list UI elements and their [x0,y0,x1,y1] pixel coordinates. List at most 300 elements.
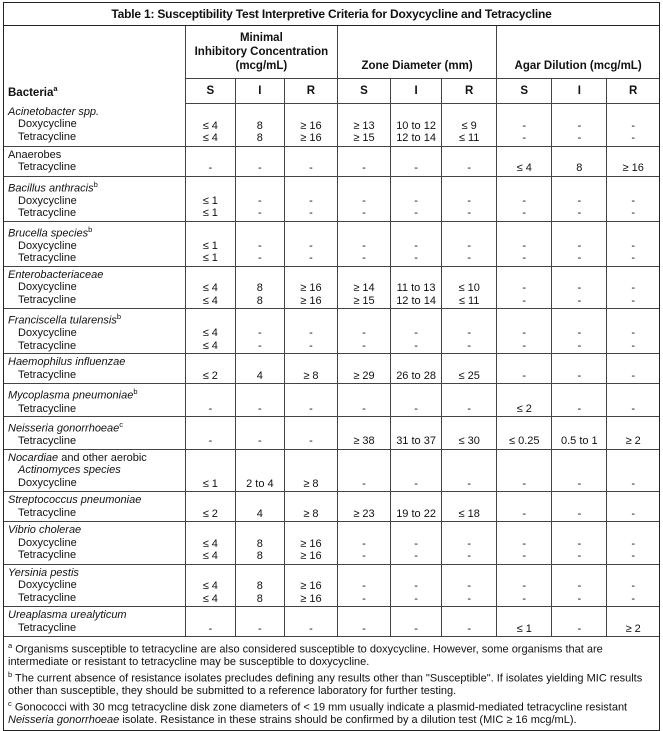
value-cell [235,417,284,450]
cell-value: - [414,252,418,265]
value-cell [337,522,390,565]
value-cell [235,104,284,147]
value-cell [552,607,607,637]
cell-value: - [522,282,527,295]
value-cell [284,146,337,176]
value-cell [442,354,497,384]
value-cell [391,146,442,176]
cell-value: ≥ 16 [300,294,322,307]
sir-header: S [337,79,390,104]
value-cell [497,309,552,354]
value-cell [497,104,552,147]
value-cell [284,449,337,492]
cell-value: - [414,592,418,605]
cell-value: ≤ 4 [516,162,532,174]
cell-value: 0.5 to 1 [560,435,598,448]
footnote-c: $^c$ Gonococci with 30 mcg tetracycline disk zone diameters of < 19 mm usually indicate a plasmid-mediated tetracycline resistant Neisseria gonorrhoeae isolate. Resistance in these strains should be confirmed by a dilution test (MIC ≥ 16 mcg/mL). [8,698,628,726]
cell-value: - [362,622,366,635]
cell-value: - [577,239,582,252]
value-cell [442,607,497,637]
cell-value: 10 to 12 [396,119,436,132]
cell-value: - [522,207,527,220]
cell-value: - [467,207,471,220]
value-cell [552,417,607,450]
value-cell [337,417,390,450]
value-cell [442,104,497,147]
value-cell [552,309,607,354]
drug-name: Tetracycline [18,161,77,173]
cell-value: - [577,477,582,490]
value-cell [442,266,497,309]
bacteria-name: Nocardiae and other aerobic [8,451,147,464]
cell-value: - [309,239,313,252]
value-cell [442,564,497,607]
cell-value: ≥ 23 [353,507,375,520]
cell-value: - [467,592,471,605]
cell-value: - [631,537,636,550]
value-cell [235,384,284,417]
value-cell [391,449,442,492]
value-cell [391,564,442,607]
value-cell [391,309,442,354]
drug-name: Tetracycline [18,549,77,562]
criteria-table-panel [3,2,660,731]
cell-value: 8 [256,294,263,307]
value-cell [442,309,497,354]
drug-name: Tetracycline [18,339,77,352]
value-cell [284,607,337,637]
sir-header: R [607,79,659,104]
value-cell [442,492,497,522]
value-cell [337,146,390,176]
cell-value: - [258,239,262,252]
cell-value: - [467,477,471,490]
value-cell [284,104,337,147]
sir-header: R [284,79,337,104]
value-cell [284,522,337,565]
cell-value: - [631,507,636,520]
cell-value: - [467,339,471,352]
cell-value: - [309,252,313,265]
cell-value: - [577,580,582,593]
value-cell [497,492,552,522]
bacteria-cell [4,564,185,607]
cell-value: 2 to 4 [246,477,274,490]
cell-value: 4 [256,507,263,520]
value-cell [337,449,390,492]
table-row [4,266,659,309]
cell-value: - [208,402,213,415]
cell-value: ≥ 15 [353,132,375,144]
cell-value: - [362,580,366,593]
value-cell [607,492,659,522]
value-cell [607,449,659,492]
value-cell [235,449,284,492]
cell-value: - [208,622,213,635]
cell-value: ≤ 2 [516,402,532,415]
cell-value: - [467,537,471,550]
cell-value: - [309,207,313,220]
cell-value: ≤ 1 [516,622,532,635]
cell-value: - [362,592,366,605]
table-row [4,522,659,565]
mic-header: Minimal Inhibitory Concentration (mcg/mL) [185,26,337,79]
value-cell [337,309,390,354]
value-cell [185,522,235,565]
value-cell [185,146,235,176]
value-cell [337,384,390,417]
cell-value: ≤ 4 [202,132,218,144]
value-cell [185,449,235,492]
drug-name: Tetracycline [18,130,77,143]
cell-value: ≤ 11 [458,294,480,307]
value-cell [235,492,284,522]
bacteria-name: Acinetobacter spp. [8,105,100,118]
footnotes [4,637,659,730]
cell-value: ≤ 2 [202,507,218,520]
cell-value: - [309,402,313,415]
value-cell [607,176,659,221]
cell-value: - [258,435,262,448]
cell-value: - [362,477,366,490]
cell-value: - [631,119,636,132]
cell-value: 12 to 14 [396,294,436,307]
value-cell [552,221,607,266]
value-cell [185,176,235,221]
cell-value: - [522,369,527,382]
cell-value: - [362,162,366,174]
cell-value: - [208,435,213,448]
criteria-table [4,26,659,637]
cell-value: - [414,339,418,352]
table-row [4,492,659,522]
cell-value: - [467,580,471,593]
table-row [4,104,659,147]
bacteria-cell [4,522,185,565]
cell-value: - [362,239,366,252]
cell-value: - [309,194,313,207]
cell-value: 8 [256,132,263,144]
drug-name: Doxycycline [18,194,77,207]
cell-value: - [631,580,636,593]
value-cell [552,384,607,417]
table-row [4,417,659,450]
value-cell [607,607,659,637]
cell-value: 8 [256,592,263,605]
value-cell [235,607,284,637]
cell-value: - [577,132,582,144]
value-cell [284,492,337,522]
drug-name: Doxycycline [18,536,77,549]
value-cell [235,266,284,309]
value-cell [337,104,390,147]
cell-value: - [258,402,262,415]
sir-header: S [185,79,235,104]
bacteria-cell [4,221,185,266]
value-cell [607,354,659,384]
value-cell [442,146,497,176]
value-cell [235,564,284,607]
cell-value: - [309,327,313,340]
value-cell [497,607,552,637]
cell-value: ≥ 16 [300,119,322,132]
cell-value: - [631,477,636,490]
cell-value: - [258,252,262,265]
cell-value: - [309,339,313,352]
bacteria-cell [4,607,185,637]
cell-value: - [577,550,582,563]
value-cell [185,607,235,637]
cell-value: - [522,294,527,307]
sir-header: I [552,79,607,104]
cell-value: - [631,132,636,144]
cell-value: - [467,622,471,635]
cell-value: - [414,207,418,220]
cell-value: ≥ 14 [353,282,375,295]
cell-value: ≥ 16 [622,162,644,174]
cell-value: ≤ 30 [458,435,480,448]
value-cell [497,146,552,176]
cell-value: - [414,162,418,174]
cell-value: - [258,162,262,174]
bacteria-cell [4,417,185,450]
value-cell [497,522,552,565]
value-cell [185,221,235,266]
value-cell [497,176,552,221]
cell-value: - [577,592,582,605]
cell-value: - [258,339,262,352]
bacteria-name: Anaerobes [8,148,62,161]
drug-name: Doxycycline [18,239,77,252]
value-cell [235,522,284,565]
cell-value: - [522,194,527,207]
cell-value: - [414,477,418,490]
value-cell [185,492,235,522]
drug-name: Tetracycline [18,435,77,448]
bacteria-name-cont: Actinomyces species [18,464,121,477]
cell-value: - [414,239,418,252]
bacteria-cell [4,449,185,492]
cell-value: - [577,194,582,207]
cell-value: 8 [256,580,263,593]
drug-name: Tetracycline [18,621,77,634]
cell-value: - [631,282,636,295]
value-cell [235,221,284,266]
value-cell [284,417,337,450]
cell-value: ≤ 18 [458,507,480,520]
cell-value: - [522,252,527,265]
cell-value: ≤ 4 [202,580,218,593]
cell-value: - [522,507,527,520]
value-cell [607,146,659,176]
cell-value: - [208,162,213,174]
cell-value: ≤ 9 [461,119,477,132]
value-cell [284,176,337,221]
cell-value: 12 to 14 [396,132,436,144]
bacteria-header: Bacteria$^a$ [4,26,185,104]
value-cell [497,354,552,384]
cell-value: 8 [256,119,263,132]
table-title: Table 1: Susceptibility Test Interpretive Criteria for Doxycycline and Tetracycline [4,3,659,26]
cell-value: - [522,592,527,605]
bacteria-cell [4,354,185,384]
value-cell [337,607,390,637]
value-cell [391,221,442,266]
bacteria-name: Mycoplasma pneumoniae$^b$ [8,387,138,403]
cell-value: - [631,339,636,352]
table-row [4,607,659,637]
bacteria-name: Bacillus anthracis$^b$ [8,179,98,195]
value-cell [235,309,284,354]
bacteria-cell [4,104,185,147]
cell-value: - [577,622,582,635]
bacteria-cell [4,176,185,221]
cell-value: - [414,550,418,563]
cell-value: - [631,194,636,207]
table-row [4,309,659,354]
drug-name: Doxycycline [18,281,77,294]
cell-value: ≤ 1 [202,207,218,220]
cell-value: - [467,550,471,563]
bacteria-name: Yersinia pestis [8,566,79,579]
value-cell [497,417,552,450]
value-cell [391,522,442,565]
cell-value: ≤ 4 [202,119,218,132]
cell-value: ≥ 16 [300,580,322,593]
value-cell [497,564,552,607]
value-cell [607,221,659,266]
cell-value: ≥ 16 [300,550,322,563]
cell-value: ≥ 16 [300,537,322,550]
cell-value: 8 [256,282,263,295]
cell-value: ≥ 15 [353,294,375,307]
bacteria-name: Brucella species$^b$ [8,224,93,240]
cell-value: 4 [256,369,263,382]
drug-name: Doxycycline [18,476,77,489]
value-cell [185,104,235,147]
cell-value: - [258,207,262,220]
drug-name: Tetracycline [18,207,77,220]
cell-value: ≤ 11 [458,132,480,144]
value-cell [607,417,659,450]
cell-value: - [631,294,636,307]
table-row [4,146,659,176]
value-cell [185,564,235,607]
value-cell [185,266,235,309]
cell-value: - [577,207,582,220]
cell-value: 8 [256,550,263,563]
bacteria-name: Franciscella tularensis$^b$ [8,312,121,327]
cell-value: ≤ 4 [202,339,218,352]
cell-value: - [577,282,582,295]
value-cell [607,266,659,309]
value-cell [235,354,284,384]
cell-value: 19 to 22 [396,507,436,520]
value-cell [185,354,235,384]
cell-value: - [522,477,527,490]
bacteria-name: Neisseria gonorrhoeae$^c$ [8,420,124,435]
value-cell [607,384,659,417]
bacteria-name: Enterobacteriaceae [8,268,104,281]
cell-value: ≤ 4 [202,537,218,550]
sir-header: I [391,79,442,104]
value-cell [337,176,390,221]
value-cell [337,354,390,384]
cell-value: - [362,252,366,265]
cell-value: 26 to 28 [396,369,436,382]
cell-value: - [577,369,582,382]
value-cell [185,384,235,417]
cell-value: - [309,435,313,448]
cell-value: ≤ 4 [202,294,218,307]
cell-value: ≥ 2 [625,622,641,635]
value-cell [337,492,390,522]
drug-name: Tetracycline [18,293,77,306]
value-cell [607,522,659,565]
cell-value: ≤ 1 [202,239,218,252]
cell-value: - [467,194,471,207]
value-cell [442,384,497,417]
cell-value: - [467,252,471,265]
cell-value: ≥ 16 [300,132,322,144]
cell-value: - [522,119,527,132]
cell-value: 31 to 37 [396,435,436,448]
cell-value: - [631,550,636,563]
value-cell [391,354,442,384]
value-cell [284,221,337,266]
value-cell [391,492,442,522]
zone-header: Zone Diameter (mm) [337,26,496,79]
cell-value: ≤ 4 [202,592,218,605]
cell-value: - [631,369,636,382]
value-cell [552,266,607,309]
cell-value: - [577,339,582,352]
cell-value: - [467,239,471,252]
bacteria-name: Streptococcus pneumoniae [8,494,142,507]
value-cell [391,104,442,147]
value-cell [442,176,497,221]
cell-value: - [522,580,527,593]
cell-value: ≤ 2 [202,369,218,382]
drug-name: Tetracycline [18,506,77,519]
cell-value: - [631,327,636,340]
value-cell [552,104,607,147]
cell-value: ≤ 4 [202,282,218,295]
cell-value: - [577,252,582,265]
cell-value: ≥ 8 [303,369,319,382]
bacteria-cell [4,384,185,417]
value-cell [552,176,607,221]
value-cell [284,564,337,607]
cell-value: ≥ 13 [353,119,375,132]
value-cell [497,384,552,417]
value-cell [391,266,442,309]
value-cell [185,417,235,450]
cell-value: - [631,207,636,220]
value-cell [442,522,497,565]
cell-value: - [258,194,262,207]
cell-value: ≤ 4 [202,327,218,340]
cell-value: - [577,119,582,132]
bacteria-cell [4,146,185,176]
cell-value: ≤ 1 [202,477,218,490]
value-cell [185,309,235,354]
cell-value: - [258,327,262,340]
cell-value: - [362,402,366,415]
cell-value: - [362,207,366,220]
value-cell [337,221,390,266]
cell-value: - [362,537,366,550]
